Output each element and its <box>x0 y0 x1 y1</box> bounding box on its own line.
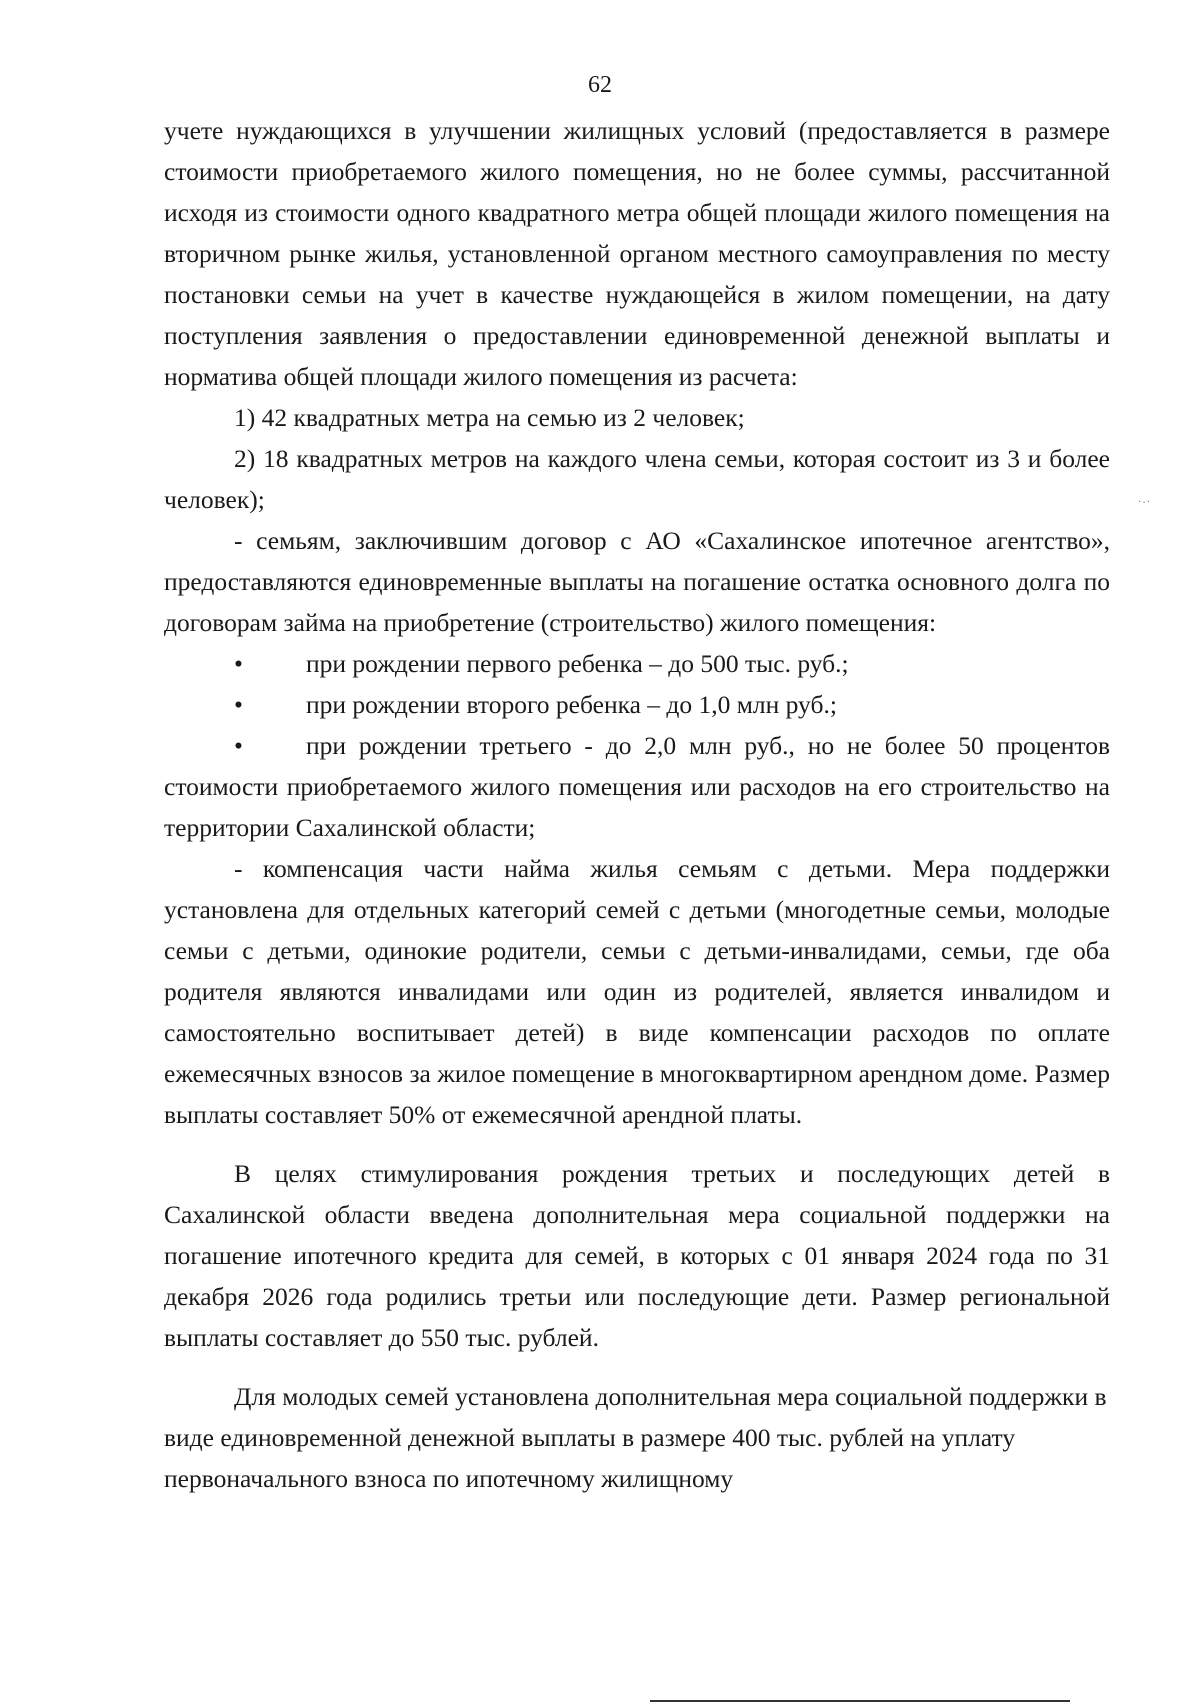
bottom-rule <box>650 1700 1070 1702</box>
scan-artifact: ·٠· <box>1138 497 1151 508</box>
paragraph-mortgage-agency: - семьям, заключившим договор с АО «Сахалинское ипотечное агентство», предоставляются единовременные выплаты на погашение остатка основного долга по договорам займа на приобретение (строительство) жилого помещения: <box>164 526 1110 637</box>
bullet-marker: • <box>234 649 243 678</box>
document-body <box>164 110 1110 1499</box>
bullet-text: при рождении третьего - до 2,0 млн руб., но не более 50 процентов стоимости приобретаемого жилого помещения или расходов на его строительство на территории Сахалинской области; <box>164 731 1110 842</box>
paragraph-spacer <box>164 1358 1110 1376</box>
bullet-item-second-child <box>164 684 1110 725</box>
bullet-item-first-child <box>164 643 1110 684</box>
paragraph-third-child-mortgage: В целях стимулирования рождения третьих и последующих детей в Сахалинской области введена дополнительная мера социальной поддержки на погашение ипотечного кредита для семей, в которых с 01 января 2024 года по 31 декабря 2026 года родились третьи или последующие дети. Размер региональной выплаты составляет до 550 тыс. рублей. <box>164 1159 1110 1352</box>
list-item-1: 1) 42 квадратных метра на семью из 2 человек; <box>234 403 745 432</box>
bullet-item-third-child <box>164 725 1110 848</box>
paragraph-spacer <box>164 1135 1110 1153</box>
bullet-marker: • <box>234 731 243 760</box>
bullet-text: при рождении второго ребенка – до 1,0 млн руб.; <box>306 690 837 719</box>
paragraph-young-families: Для молодых семей установлена дополнительная мера социальной поддержки в виде единовременной денежной выплаты в размере 400 тыс. рублей на уплату первоначального взноса по ипотечному жилищному <box>164 1382 1107 1493</box>
paragraph-rent-compensation: - компенсация части найма жилья семьям с детьми. Мера поддержки установлена для отдельных категорий семей с детьми (многодетные семьи, молодые семьи с детьми, одинокие родители, семьи с детьми-инвалидами, семьи, где оба родителя являются инвалидами или один из родителей, является инвалидом и самостоятельно воспитывает детей) в виде компенсации расходов по оплате ежемесячных взносов за жилое помещение в многоквартирном арендном доме. Размер выплаты составляет 50% от ежемесячной арендной платы. <box>164 854 1110 1129</box>
page-number: 62 <box>588 72 612 98</box>
paragraph-continuation: учете нуждающихся в улучшении жилищных условий (предоставляется в размере стоимости приобретаемого жилого помещения, но не более суммы, рассчитанной исходя из стоимости одного квадратного метра общей площади жилого помещения на вторичном рынке жилья, установленной органом местного самоуправления по месту постановки семьи на учет в качестве нуждающейся в жилом помещении, на дату поступления заявления о предоставлении единовременной денежной выплаты и норматива общей площади жилого помещения из расчета: <box>164 116 1110 391</box>
list-item-2: 2) 18 квадратных метров на каждого члена семьи, которая состоит из 3 и более человек); <box>164 444 1110 514</box>
bullet-marker: • <box>234 690 243 719</box>
bullet-text: при рождении первого ребенка – до 500 тыс. руб.; <box>306 649 849 678</box>
